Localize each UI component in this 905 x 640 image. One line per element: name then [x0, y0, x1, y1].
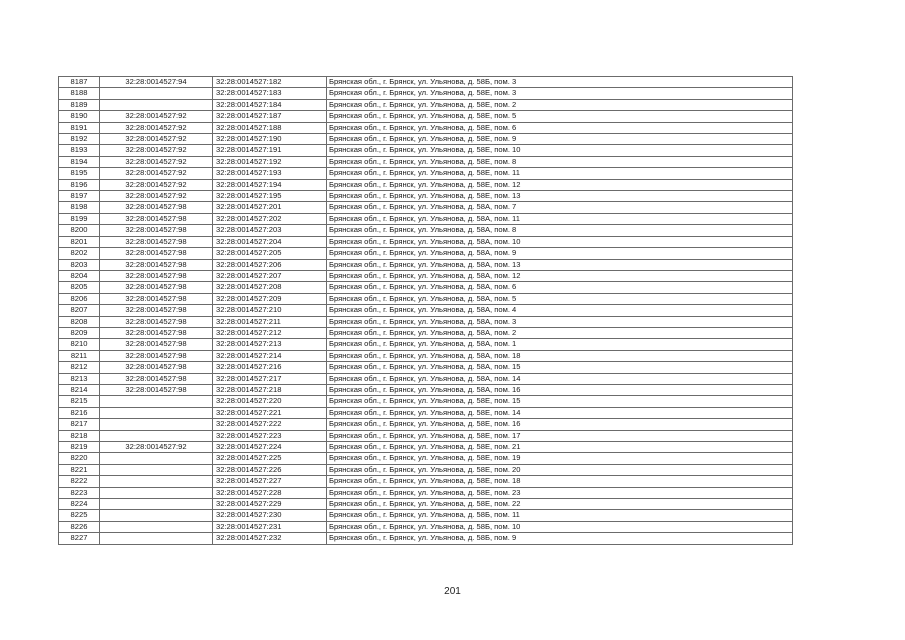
row-number-cell: 8220	[59, 453, 100, 464]
cadastral-number-cell: 32:28:0014527:192	[213, 156, 327, 167]
row-number-cell: 8214	[59, 384, 100, 395]
cadastral-number-cell: 32:28:0014527:232	[213, 533, 327, 544]
row-number-cell: 8201	[59, 236, 100, 247]
table-row	[59, 293, 793, 304]
row-number-cell: 8195	[59, 168, 100, 179]
cadastral-number-cell: 32:28:0014527:216	[213, 362, 327, 373]
cadastral-number-cell: 32:28:0014527:208	[213, 282, 327, 293]
row-number-cell: 8217	[59, 419, 100, 430]
cadastral-number-cell: 32:28:0014527:220	[213, 396, 327, 407]
table-row	[59, 282, 793, 293]
parent-cadastral-number-cell: 32:28:0014527:92	[100, 191, 213, 202]
parent-cadastral-number-cell: 32:28:0014527:98	[100, 362, 213, 373]
table-row	[59, 305, 793, 316]
parent-cadastral-number-cell	[100, 533, 213, 544]
cadastral-number-cell: 32:28:0014527:210	[213, 305, 327, 316]
row-number-cell: 8222	[59, 476, 100, 487]
parent-cadastral-number-cell	[100, 430, 213, 441]
address-cell: Брянская обл., г. Брянск, ул. Ульянова, д. 58Е, пом. 8	[327, 156, 793, 167]
parent-cadastral-number-cell: 32:28:0014527:98	[100, 282, 213, 293]
table-row	[59, 88, 793, 99]
address-cell: Брянская обл., г. Брянск, ул. Ульянова, д. 58А, пом. 6	[327, 282, 793, 293]
cadastral-number-cell: 32:28:0014527:211	[213, 316, 327, 327]
address-cell: Брянская обл., г. Брянск, ул. Ульянова, д. 58Е, пом. 6	[327, 122, 793, 133]
row-number-cell: 8202	[59, 248, 100, 259]
cadastral-number-cell: 32:28:0014527:184	[213, 99, 327, 110]
table-row	[59, 99, 793, 110]
cadastral-number-cell: 32:28:0014527:229	[213, 499, 327, 510]
table-row	[59, 430, 793, 441]
parent-cadastral-number-cell: 32:28:0014527:92	[100, 156, 213, 167]
table-row	[59, 510, 793, 521]
parent-cadastral-number-cell	[100, 396, 213, 407]
table-row	[59, 407, 793, 418]
parent-cadastral-number-cell: 32:28:0014527:92	[100, 134, 213, 145]
parent-cadastral-number-cell: 32:28:0014527:98	[100, 327, 213, 338]
cadastral-number-cell: 32:28:0014527:204	[213, 236, 327, 247]
parent-cadastral-number-cell	[100, 499, 213, 510]
address-cell: Брянская обл., г. Брянск, ул. Ульянова, д. 58Е, пом. 12	[327, 179, 793, 190]
address-cell: Брянская обл., г. Брянск, ул. Ульянова, д. 58Б, пом. 9	[327, 533, 793, 544]
row-number-cell: 8223	[59, 487, 100, 498]
cadastral-number-cell: 32:28:0014527:213	[213, 339, 327, 350]
table-row	[59, 225, 793, 236]
row-number-cell: 8225	[59, 510, 100, 521]
parent-cadastral-number-cell: 32:28:0014527:94	[100, 77, 213, 88]
address-cell: Брянская обл., г. Брянск, ул. Ульянова, д. 58Е, пом. 13	[327, 191, 793, 202]
cadastral-number-cell: 32:28:0014527:225	[213, 453, 327, 464]
cadastral-number-cell: 32:28:0014527:224	[213, 442, 327, 453]
table-row	[59, 521, 793, 532]
table-row	[59, 248, 793, 259]
row-number-cell: 8209	[59, 327, 100, 338]
parent-cadastral-number-cell: 32:28:0014527:98	[100, 305, 213, 316]
table-row	[59, 134, 793, 145]
table-row	[59, 179, 793, 190]
parent-cadastral-number-cell: 32:28:0014527:98	[100, 316, 213, 327]
parent-cadastral-number-cell: 32:28:0014527:92	[100, 145, 213, 156]
row-number-cell: 8192	[59, 134, 100, 145]
table-row	[59, 213, 793, 224]
address-cell: Брянская обл., г. Брянск, ул. Ульянова, д. 58А, пом. 11	[327, 213, 793, 224]
table-row	[59, 122, 793, 133]
address-cell: Брянская обл., г. Брянск, ул. Ульянова, д. 58Е, пом. 9	[327, 134, 793, 145]
parent-cadastral-number-cell	[100, 407, 213, 418]
cadastral-number-cell: 32:28:0014527:206	[213, 259, 327, 270]
row-number-cell: 8210	[59, 339, 100, 350]
row-number-cell: 8204	[59, 270, 100, 281]
table-row	[59, 156, 793, 167]
table-row	[59, 384, 793, 395]
address-cell: Брянская обл., г. Брянск, ул. Ульянова, д. 58А, пом. 14	[327, 373, 793, 384]
address-cell: Брянская обл., г. Брянск, ул. Ульянова, д. 58Е, пом. 22	[327, 499, 793, 510]
table-row	[59, 396, 793, 407]
row-number-cell: 8194	[59, 156, 100, 167]
address-cell: Брянская обл., г. Брянск, ул. Ульянова, д. 58Е, пом. 15	[327, 396, 793, 407]
parent-cadastral-number-cell	[100, 99, 213, 110]
address-cell: Брянская обл., г. Брянск, ул. Ульянова, д. 58Е, пом. 23	[327, 487, 793, 498]
row-number-cell: 8187	[59, 77, 100, 88]
cadastral-number-cell: 32:28:0014527:228	[213, 487, 327, 498]
table-row	[59, 442, 793, 453]
table-row	[59, 191, 793, 202]
address-cell: Брянская обл., г. Брянск, ул. Ульянова, д. 58Е, пом. 14	[327, 407, 793, 418]
table-row	[59, 362, 793, 373]
cadastral-number-cell: 32:28:0014527:183	[213, 88, 327, 99]
row-number-cell: 8215	[59, 396, 100, 407]
parent-cadastral-number-cell	[100, 510, 213, 521]
table-body	[59, 77, 793, 545]
cadastral-number-cell: 32:28:0014527:195	[213, 191, 327, 202]
row-number-cell: 8188	[59, 88, 100, 99]
table-row	[59, 236, 793, 247]
address-cell: Брянская обл., г. Брянск, ул. Ульянова, д. 58Е, пом. 21	[327, 442, 793, 453]
table-row	[59, 476, 793, 487]
cadastral-number-cell: 32:28:0014527:218	[213, 384, 327, 395]
parent-cadastral-number-cell: 32:28:0014527:98	[100, 384, 213, 395]
parent-cadastral-number-cell: 32:28:0014527:98	[100, 225, 213, 236]
row-number-cell: 8190	[59, 111, 100, 122]
parent-cadastral-number-cell: 32:28:0014527:98	[100, 236, 213, 247]
table-row	[59, 453, 793, 464]
table-row	[59, 533, 793, 544]
address-cell: Брянская обл., г. Брянск, ул. Ульянова, д. 58Е, пом. 3	[327, 88, 793, 99]
address-cell: Брянская обл., г. Брянск, ул. Ульянова, д. 58Е, пом. 19	[327, 453, 793, 464]
address-cell: Брянская обл., г. Брянск, ул. Ульянова, д. 58Б, пом. 11	[327, 510, 793, 521]
row-number-cell: 8193	[59, 145, 100, 156]
address-cell: Брянская обл., г. Брянск, ул. Ульянова, д. 58А, пом. 13	[327, 259, 793, 270]
cadastral-number-cell: 32:28:0014527:222	[213, 419, 327, 430]
page-number: 201	[444, 586, 461, 597]
address-cell: Брянская обл., г. Брянск, ул. Ульянова, д. 58Б, пом. 10	[327, 521, 793, 532]
table-row	[59, 487, 793, 498]
address-cell: Брянская обл., г. Брянск, ул. Ульянова, д. 58Е, пом. 17	[327, 430, 793, 441]
table-row	[59, 499, 793, 510]
parent-cadastral-number-cell: 32:28:0014527:98	[100, 373, 213, 384]
cadastral-number-cell: 32:28:0014527:221	[213, 407, 327, 418]
parent-cadastral-number-cell: 32:28:0014527:98	[100, 293, 213, 304]
table-row	[59, 202, 793, 213]
property-registry-table	[58, 76, 793, 545]
table-row	[59, 327, 793, 338]
address-cell: Брянская обл., г. Брянск, ул. Ульянова, д. 58А, пом. 18	[327, 350, 793, 361]
address-cell: Брянская обл., г. Брянск, ул. Ульянова, д. 58Е, пом. 2	[327, 99, 793, 110]
table-row	[59, 77, 793, 88]
cadastral-number-cell: 32:28:0014527:201	[213, 202, 327, 213]
table-row	[59, 259, 793, 270]
address-cell: Брянская обл., г. Брянск, ул. Ульянова, д. 58А, пом. 10	[327, 236, 793, 247]
cadastral-number-cell: 32:28:0014527:193	[213, 168, 327, 179]
parent-cadastral-number-cell: 32:28:0014527:98	[100, 202, 213, 213]
parent-cadastral-number-cell: 32:28:0014527:92	[100, 111, 213, 122]
parent-cadastral-number-cell: 32:28:0014527:98	[100, 339, 213, 350]
cadastral-number-cell: 32:28:0014527:212	[213, 327, 327, 338]
row-number-cell: 8206	[59, 293, 100, 304]
parent-cadastral-number-cell: 32:28:0014527:98	[100, 213, 213, 224]
parent-cadastral-number-cell: 32:28:0014527:98	[100, 259, 213, 270]
address-cell: Брянская обл., г. Брянск, ул. Ульянова, д. 58А, пом. 8	[327, 225, 793, 236]
parent-cadastral-number-cell	[100, 487, 213, 498]
parent-cadastral-number-cell	[100, 88, 213, 99]
row-number-cell: 8211	[59, 350, 100, 361]
row-number-cell: 8208	[59, 316, 100, 327]
address-cell: Брянская обл., г. Брянск, ул. Ульянова, д. 58Е, пом. 5	[327, 111, 793, 122]
cadastral-number-cell: 32:28:0014527:217	[213, 373, 327, 384]
parent-cadastral-number-cell	[100, 476, 213, 487]
parent-cadastral-number-cell	[100, 521, 213, 532]
parent-cadastral-number-cell: 32:28:0014527:92	[100, 168, 213, 179]
row-number-cell: 8213	[59, 373, 100, 384]
row-number-cell: 8205	[59, 282, 100, 293]
cadastral-number-cell: 32:28:0014527:202	[213, 213, 327, 224]
cadastral-number-cell: 32:28:0014527:207	[213, 270, 327, 281]
parent-cadastral-number-cell: 32:28:0014527:92	[100, 442, 213, 453]
cadastral-number-cell: 32:28:0014527:203	[213, 225, 327, 236]
parent-cadastral-number-cell: 32:28:0014527:98	[100, 270, 213, 281]
address-cell: Брянская обл., г. Брянск, ул. Ульянова, д. 58А, пом. 1	[327, 339, 793, 350]
address-cell: Брянская обл., г. Брянск, ул. Ульянова, д. 58Е, пом. 11	[327, 168, 793, 179]
row-number-cell: 8218	[59, 430, 100, 441]
cadastral-number-cell: 32:28:0014527:182	[213, 77, 327, 88]
address-cell: Брянская обл., г. Брянск, ул. Ульянова, д. 58А, пом. 16	[327, 384, 793, 395]
cadastral-number-cell: 32:28:0014527:188	[213, 122, 327, 133]
row-number-cell: 8219	[59, 442, 100, 453]
row-number-cell: 8189	[59, 99, 100, 110]
row-number-cell: 8224	[59, 499, 100, 510]
address-cell: Брянская обл., г. Брянск, ул. Ульянова, д. 58А, пом. 2	[327, 327, 793, 338]
parent-cadastral-number-cell	[100, 453, 213, 464]
cadastral-number-cell: 32:28:0014527:226	[213, 464, 327, 475]
parent-cadastral-number-cell: 32:28:0014527:98	[100, 248, 213, 259]
row-number-cell: 8196	[59, 179, 100, 190]
row-number-cell: 8226	[59, 521, 100, 532]
row-number-cell: 8197	[59, 191, 100, 202]
row-number-cell: 8191	[59, 122, 100, 133]
table-row	[59, 111, 793, 122]
table-row	[59, 373, 793, 384]
row-number-cell: 8199	[59, 213, 100, 224]
table-row	[59, 350, 793, 361]
parent-cadastral-number-cell	[100, 419, 213, 430]
address-cell: Брянская обл., г. Брянск, ул. Ульянова, д. 58Е, пом. 18	[327, 476, 793, 487]
row-number-cell: 8198	[59, 202, 100, 213]
cadastral-number-cell: 32:28:0014527:209	[213, 293, 327, 304]
cadastral-number-cell: 32:28:0014527:190	[213, 134, 327, 145]
cadastral-number-cell: 32:28:0014527:223	[213, 430, 327, 441]
parent-cadastral-number-cell	[100, 464, 213, 475]
cadastral-number-cell: 32:28:0014527:191	[213, 145, 327, 156]
row-number-cell: 8200	[59, 225, 100, 236]
parent-cadastral-number-cell: 32:28:0014527:98	[100, 350, 213, 361]
cadastral-number-cell: 32:28:0014527:205	[213, 248, 327, 259]
cadastral-number-cell: 32:28:0014527:194	[213, 179, 327, 190]
address-cell: Брянская обл., г. Брянск, ул. Ульянова, д. 58Е, пом. 10	[327, 145, 793, 156]
parent-cadastral-number-cell: 32:28:0014527:92	[100, 122, 213, 133]
address-cell: Брянская обл., г. Брянск, ул. Ульянова, д. 58А, пом. 4	[327, 305, 793, 316]
table-row	[59, 316, 793, 327]
address-cell: Брянская обл., г. Брянск, ул. Ульянова, д. 58А, пом. 12	[327, 270, 793, 281]
address-cell: Брянская обл., г. Брянск, ул. Ульянова, д. 58Б, пом. 3	[327, 77, 793, 88]
cadastral-number-cell: 32:28:0014527:214	[213, 350, 327, 361]
address-cell: Брянская обл., г. Брянск, ул. Ульянова, д. 58А, пом. 3	[327, 316, 793, 327]
cadastral-number-cell: 32:28:0014527:230	[213, 510, 327, 521]
row-number-cell: 8216	[59, 407, 100, 418]
address-cell: Брянская обл., г. Брянск, ул. Ульянова, д. 58А, пом. 7	[327, 202, 793, 213]
table-row	[59, 270, 793, 281]
address-cell: Брянская обл., г. Брянск, ул. Ульянова, д. 58Е, пом. 20	[327, 464, 793, 475]
table-row	[59, 145, 793, 156]
address-cell: Брянская обл., г. Брянск, ул. Ульянова, д. 58А, пом. 9	[327, 248, 793, 259]
row-number-cell: 8212	[59, 362, 100, 373]
row-number-cell: 8203	[59, 259, 100, 270]
cadastral-number-cell: 32:28:0014527:187	[213, 111, 327, 122]
cadastral-number-cell: 32:28:0014527:227	[213, 476, 327, 487]
row-number-cell: 8207	[59, 305, 100, 316]
address-cell: Брянская обл., г. Брянск, ул. Ульянова, д. 58А, пом. 15	[327, 362, 793, 373]
table-row	[59, 339, 793, 350]
row-number-cell: 8227	[59, 533, 100, 544]
cadastral-number-cell: 32:28:0014527:231	[213, 521, 327, 532]
table-row	[59, 419, 793, 430]
table-row	[59, 464, 793, 475]
parent-cadastral-number-cell: 32:28:0014527:92	[100, 179, 213, 190]
address-cell: Брянская обл., г. Брянск, ул. Ульянова, д. 58А, пом. 5	[327, 293, 793, 304]
address-cell: Брянская обл., г. Брянск, ул. Ульянова, д. 58Е, пом. 16	[327, 419, 793, 430]
row-number-cell: 8221	[59, 464, 100, 475]
table-row	[59, 168, 793, 179]
